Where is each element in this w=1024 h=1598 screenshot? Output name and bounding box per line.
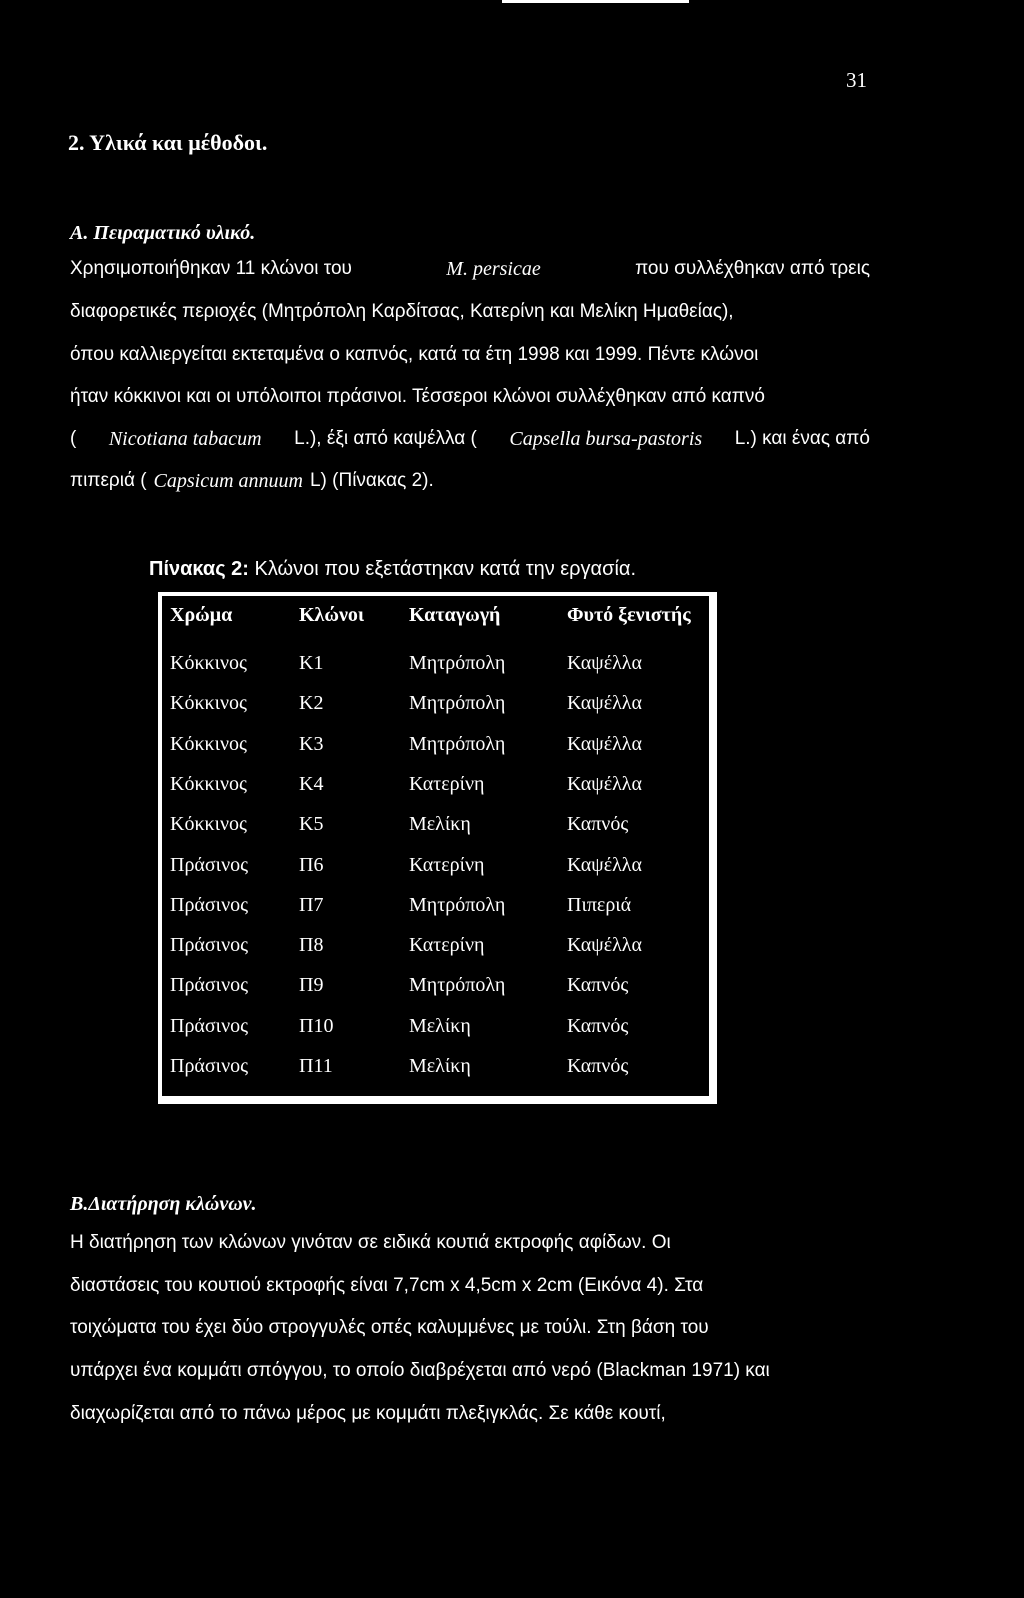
table-cell-host-plant: Πιπεριά bbox=[567, 893, 632, 916]
table-cell-host-plant: Καψέλλα bbox=[567, 732, 642, 755]
table-cell-host-plant: Καπνός bbox=[567, 1014, 629, 1037]
paragraph-line bbox=[70, 344, 870, 366]
text-segment: L.) και ένας από bbox=[734, 428, 870, 449]
table-caption bbox=[149, 558, 636, 581]
subsection-title-a: Α. Πειραματικό υλικό. bbox=[70, 222, 256, 244]
paragraph-line bbox=[70, 386, 870, 408]
table-cell-origin: Μητρόπολη bbox=[409, 732, 506, 755]
table-header-origin: Καταγωγή bbox=[409, 604, 501, 626]
table-cell-origin: Μελίκη bbox=[409, 813, 471, 836]
text-segment: διαχωρίζεται από το πάνω μέρος με κομμάτι πλεξιγκλάς. Σε κάθε κουτί, bbox=[70, 1403, 666, 1424]
paragraph-line bbox=[70, 1403, 870, 1425]
table-cell-color: Πράσινος bbox=[170, 1055, 249, 1077]
table-cell-color: Κόκκινος bbox=[170, 813, 247, 836]
paragraph-line bbox=[70, 301, 870, 323]
text-segment: ήταν κόκκινοι και οι υπόλοιποι πράσινοι. Τέσσεροι κλώνοι συλλέχθηκαν από καπνό bbox=[70, 386, 765, 407]
text-segment: Χρησιμοποιήθηκαν 11 κλώνοι του bbox=[70, 258, 352, 279]
text-segment: τοιχώματα του έχει δύο στρογγυλές οπές καλυμμένες με τούλι. Στη βάση του bbox=[70, 1317, 709, 1338]
italic-text: M. persicae bbox=[446, 258, 541, 280]
paragraph-line bbox=[70, 1232, 870, 1254]
paragraph-line bbox=[70, 428, 870, 451]
section-title: 2. Υλικά και μέθοδοι. bbox=[68, 130, 268, 155]
text-segment: L) (Πίνακας 2). bbox=[309, 470, 434, 491]
table-cell-color: Πράσινος bbox=[170, 853, 249, 876]
table-header-host-plant: Φυτό ξενιστής bbox=[567, 604, 691, 626]
page-number: 31 bbox=[846, 68, 867, 92]
table-cell-clone: Π7 bbox=[299, 893, 324, 916]
table-cell-host-plant: Καψέλλα bbox=[567, 692, 642, 715]
paragraph-line bbox=[70, 470, 870, 493]
paragraph-line bbox=[70, 1275, 870, 1297]
table-cell-clone: K2 bbox=[299, 692, 324, 715]
table-cell-clone: Π9 bbox=[299, 974, 324, 997]
table-cell-color: Πράσινος bbox=[170, 974, 249, 997]
table-cell-clone: Π10 bbox=[299, 1014, 334, 1037]
table-cell-origin: Μητρόπολη bbox=[409, 652, 506, 674]
table-cell-color: Πράσινος bbox=[170, 893, 249, 916]
text-segment: όπου καλλιεργείται εκτεταμένα ο καπνός, κατά τα έτη 1998 και 1999. Πέντε κλώνοι bbox=[70, 344, 759, 365]
table-caption-label: Πίνακας 2: bbox=[149, 558, 249, 580]
text-segment: που συλλέχθηκαν από τρεις bbox=[635, 258, 870, 279]
table-cell-clone: K5 bbox=[299, 813, 324, 836]
subsection-title-b: Β.Διατήρηση κλώνων. bbox=[70, 1193, 257, 1215]
table-cell-host-plant: Καπνός bbox=[567, 974, 629, 997]
table-cell-color: Κόκκινος bbox=[170, 652, 247, 674]
table-cell-color: Πράσινος bbox=[170, 1014, 249, 1037]
paragraph-line bbox=[70, 258, 870, 281]
table-cell-origin: Μελίκη bbox=[409, 1014, 471, 1037]
table-cell-origin: Μητρόπολη bbox=[409, 893, 506, 916]
table-cell-clone: Π11 bbox=[299, 1055, 333, 1077]
italic-text: Nicotiana tabacum bbox=[108, 428, 262, 450]
paragraph-line bbox=[70, 1360, 870, 1382]
table-cell-host-plant: Καπνός bbox=[567, 1055, 629, 1077]
table-cell-origin: Μητρόπολη bbox=[409, 974, 506, 997]
table-cell-origin: Κατερίνη bbox=[409, 934, 485, 957]
table-cell-host-plant: Καψέλλα bbox=[567, 934, 642, 957]
table-cell-color: Κόκκινος bbox=[170, 732, 247, 755]
text-segment: πιπεριά ( bbox=[70, 470, 147, 491]
table-cell-host-plant: Καψέλλα bbox=[567, 853, 642, 876]
table-caption-text: Κλώνοι που εξετάστηκαν κατά την εργασία. bbox=[254, 558, 637, 580]
table-cell-color: Κόκκινος bbox=[170, 692, 247, 715]
table-cell-origin: Μελίκη bbox=[409, 1055, 471, 1077]
table-cell-host-plant: Καπνός bbox=[567, 813, 629, 836]
table-cell-origin: Κατερίνη bbox=[409, 772, 485, 795]
table-header-color: Χρώμα bbox=[170, 604, 233, 626]
table-cell-clone: Π8 bbox=[299, 934, 324, 957]
table-header-clones: Κλώνοι bbox=[299, 604, 365, 626]
text-segment: Η διατήρηση των κλώνων γινόταν σε ειδικά κουτιά εκτροφής αφίδων. Οι bbox=[70, 1232, 671, 1253]
paragraph-line bbox=[70, 1317, 870, 1339]
table-cell-clone: K1 bbox=[299, 652, 324, 674]
table-cell-color: Πράσινος bbox=[170, 934, 249, 957]
table-cell-clone: Π6 bbox=[299, 853, 324, 876]
text-segment: διαφορετικές περιοχές (Μητρόπολη Καρδίτσας, Κατερίνη και Μελίκη Ημαθείας), bbox=[70, 301, 734, 322]
text-segment: υπάρχει ένα κομμάτι σπόγγου, το οποίο διαβρέχεται από νερό (Blackman 1971) και bbox=[70, 1360, 770, 1381]
table-cell-host-plant: Καψέλλα bbox=[567, 652, 642, 674]
italic-text: Capsicum annuum bbox=[153, 470, 303, 492]
table-cell-clone: K3 bbox=[299, 732, 324, 755]
table-cell-color: Κόκκινος bbox=[170, 772, 247, 795]
text-segment: διαστάσεις του κουτιού εκτροφής είναι 7,7cm x 4,5cm x 2cm (Εικόνα 4). Στα bbox=[70, 1275, 704, 1296]
table-cell-origin: Μητρόπολη bbox=[409, 692, 506, 715]
top-edge-bar bbox=[502, 0, 689, 3]
italic-text: Capsella bursa-pastoris bbox=[509, 428, 703, 450]
table-cell-clone: K4 bbox=[299, 772, 324, 795]
table-cell-host-plant: Καψέλλα bbox=[567, 772, 642, 795]
text-segment: L.), έξι από καψέλλα ( bbox=[294, 428, 477, 449]
table-cell-origin: Κατερίνη bbox=[409, 853, 485, 876]
text-segment: ( bbox=[70, 428, 77, 449]
